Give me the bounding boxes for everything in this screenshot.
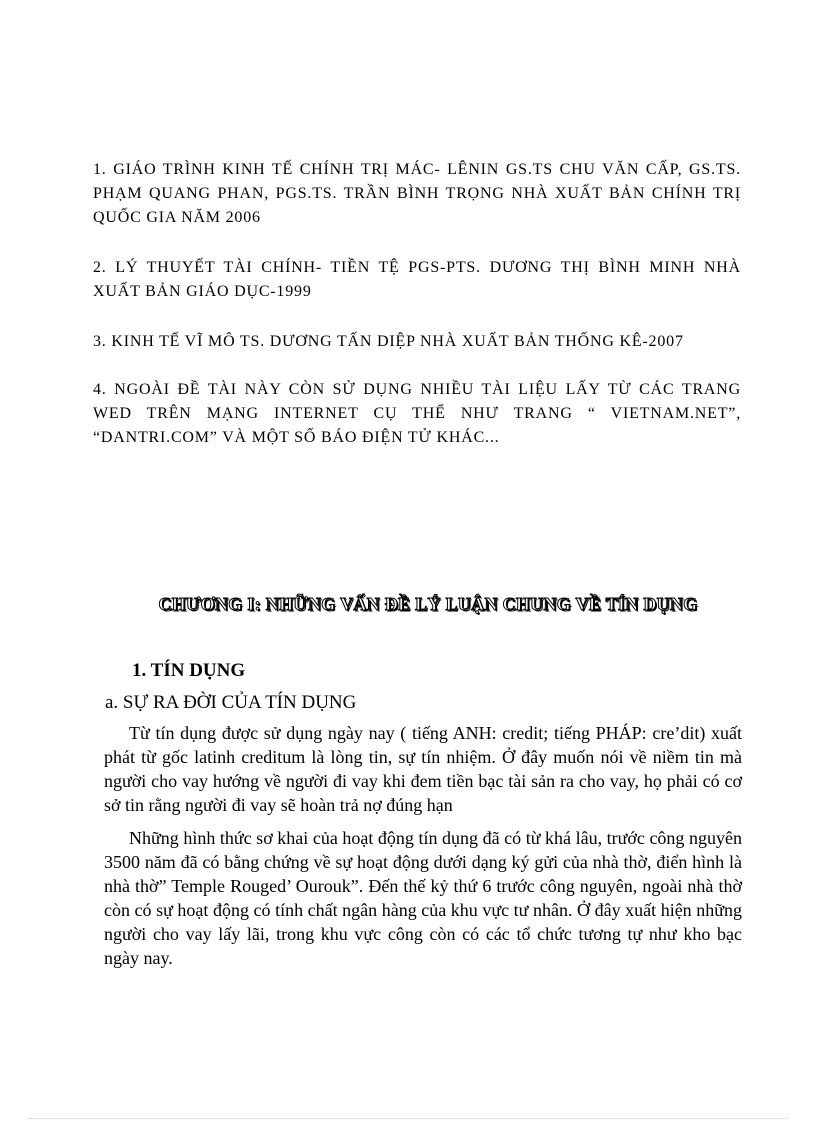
subsection-heading: a. SỰ RA ĐỜI CỦA TÍN DỤNG <box>105 692 357 713</box>
body-paragraph: Những hình thức sơ khai của hoạt động tín dụng đã có từ khá lâu, trước công nguyên 3500 năm đã có bằng chứng về sự hoạt động dưới dạng ký gửi của nhà thờ, điển hình là nhà thờ” Temple Rouged’ Ourouk”. Đến thế kỷ thứ 6 trước công nguyên, ngoài nhà thờ còn có sự hoạt động có tính chất ngân hàng của khu vực tư nhân. Ở đây xuất hiện những người cho vay lấy lãi, trong khu vực công còn có các tổ chức tương tự như kho bạc ngày nay. <box>104 828 742 968</box>
reference-list <box>93 158 741 476</box>
body-paragraph: Từ tín dụng được sử dụng ngày nay ( tiếng ANH: credit; tiếng PHÁP: cre’dit) xuất phát từ gốc latinh creditum là lòng tin, sự tín nhiệm. Ở đây muốn nói về niềm tin mà người cho vay hướng về người đi vay khi đem tiền bạc tài sản ra cho vay, họ phải có cơ sở tin rằng người đi vay sẽ hoàn trả nợ đúng hạn <box>104 723 742 815</box>
chapter-title: CHƯƠNG I: NHỮNG VẤN ĐỀ LÝ LUẬN CHUNG VỀ TÍN DỤNG <box>158 594 698 614</box>
reference-item: 2. LÝ THUYẾT TÀI CHÍNH- TIỀN TỆ PGS-PTS. DƯƠNG THỊ BÌNH MINH NHÀ XUẤT BẢN GIÁO DỤC-1999 <box>93 259 741 300</box>
reference-item: 3. KINH TẾ VĨ MÔ TS. DƯƠNG TẤN DIỆP NHÀ XUẤT BẢN THỐNG KÊ-2007 <box>93 333 684 350</box>
body-text <box>104 721 742 979</box>
section-heading: 1. TÍN DỤNG <box>132 660 246 681</box>
page-bottom-divider <box>28 1118 788 1119</box>
reference-item: 4. NGOÀI ĐỀ TÀI NÀY CÒN SỬ DỤNG NHIỀU TÀI LIỆU LẤY TỪ CÁC TRANG WED TRÊN MẠNG INTERNET CỤ THỂ NHƯ TRANG “ VIETNAM.NET”, “DANTRI.COM” VÀ MỘT SỐ BÁO ĐIỆN TỬ KHÁC... <box>93 381 741 446</box>
reference-item: 1. GIÁO TRÌNH KINH TẾ CHÍNH TRỊ MÁC- LÊNIN GS.TS CHU VĂN CẤP, GS.TS. PHẠM QUANG PHAN, PGS.TS. TRẦN BÌNH TRỌNG NHÀ XUẤT BẢN CHÍNH TRỊ QUỐC GIA NĂM 2006 <box>93 161 741 226</box>
